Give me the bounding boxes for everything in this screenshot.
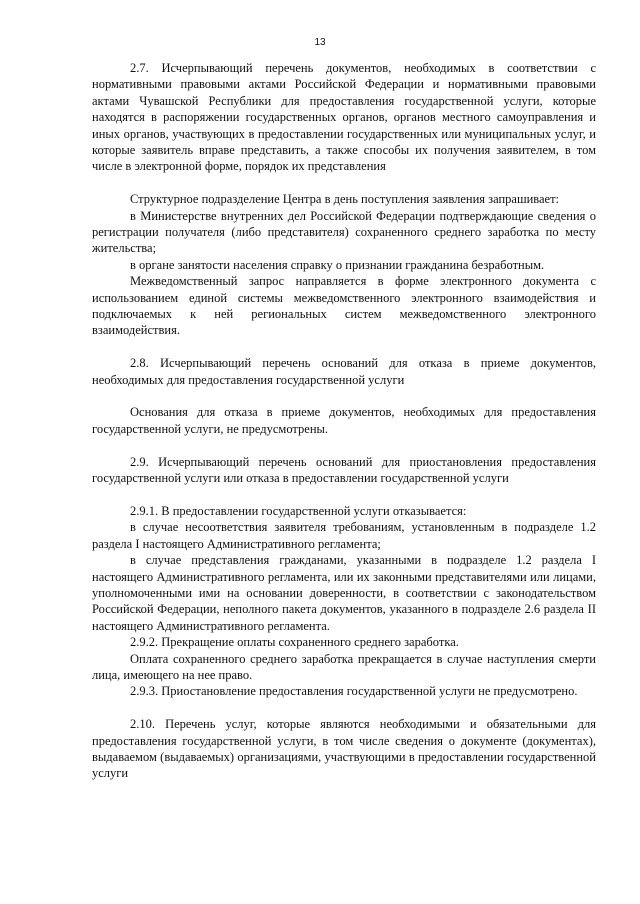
paragraph-request-employment: в органе занятости населения справку о признании гражданина безработным.: [130, 257, 545, 272]
paragraph-2-9-1-case-1: в случае несоответствия заявителя требованиям, установленным в подразделе 1.2 раздела I настоящего Административного регламента;: [92, 520, 596, 551]
document-body: [92, 60, 596, 782]
paragraph-2-8-heading: 2.8. Исчерпывающий перечень оснований для отказа в приеме документов, необходимых для предоставления государственной услуги: [92, 356, 596, 387]
paragraph-2-8-body: Основания для отказа в приеме документов, необходимых для предоставления государственной услуги, не предусмотрены.: [92, 405, 596, 436]
paragraph-request-intro: Структурное подразделение Центра в день поступления заявления запрашивает:: [130, 192, 560, 207]
paragraph-2-9-3: 2.9.3. Приостановление предоставления государственной услуги не предусмотрено.: [130, 684, 578, 699]
paragraph-2-9-heading: 2.9. Исчерпывающий перечень оснований для приостановления предоставления государственной услуги или отказа в предоставлении государственной услуги: [92, 454, 596, 486]
paragraph-2-7-heading: 2.7. Исчерпывающий перечень документов, необходимых в соответствии с нормативными правовыми актами Российской Федерации и нормативными правовыми актами Чувашской Республики для предоставления государственной услуги, которые находятся в распоряжении государственных органов, органов местного самоуправления и иных органов, участвующих в предоставлении государственных или муниципальных услуг, и которые заявитель вправе представить, а также способы их получения заявителем, в том числе в электронной форме, порядок их представления: [92, 61, 596, 174]
paragraph-2-9-2: 2.9.2. Прекращение оплаты сохраненного среднего заработка.: [130, 635, 459, 650]
paragraph-request-mvd: в Министерстве внутренних дел Российской Федерации подтверждающие сведения о регистрации получателя (либо представителя) сохраненного среднего заработка по месту жительства;: [92, 208, 596, 256]
paragraph-2-9-1-case-2: в случае представления гражданами, указанными в подразделе 1.2 раздела I настоящего Административного регламента, или их законными представителями или лицами, уполномоченными ими на основании доверенности, в соответствии с законодательством Российской Федерации, неполного пакета документов, указанного в подразделе 2.6 раздела II настоящего Административного регламента.: [92, 553, 596, 633]
paragraph-2-9-2-body: Оплата сохраненного среднего заработка прекращается в случае наступления смерти лица, имеющего на нее право.: [92, 651, 596, 682]
paragraph-2-9-1: 2.9.1. В предоставлении государственной услуги отказывается:: [130, 503, 467, 518]
paragraph-interagency-request: Межведомственный запрос направляется в форме электронного документа с использованием единой системы межведомственного электронного взаимодействия и подключаемых к ней региональных систем межведомственного электронного взаимодействия.: [92, 274, 596, 338]
page-number: 13: [314, 37, 326, 48]
paragraph-2-10-heading: 2.10. Перечень услуг, которые являются необходимыми и обязательными для предоставления государственной услуги, в том числе сведения о документе (документах), выдаваемом (выдаваемых) организациями, участвующими в предоставлении государственной услуги: [92, 717, 596, 781]
